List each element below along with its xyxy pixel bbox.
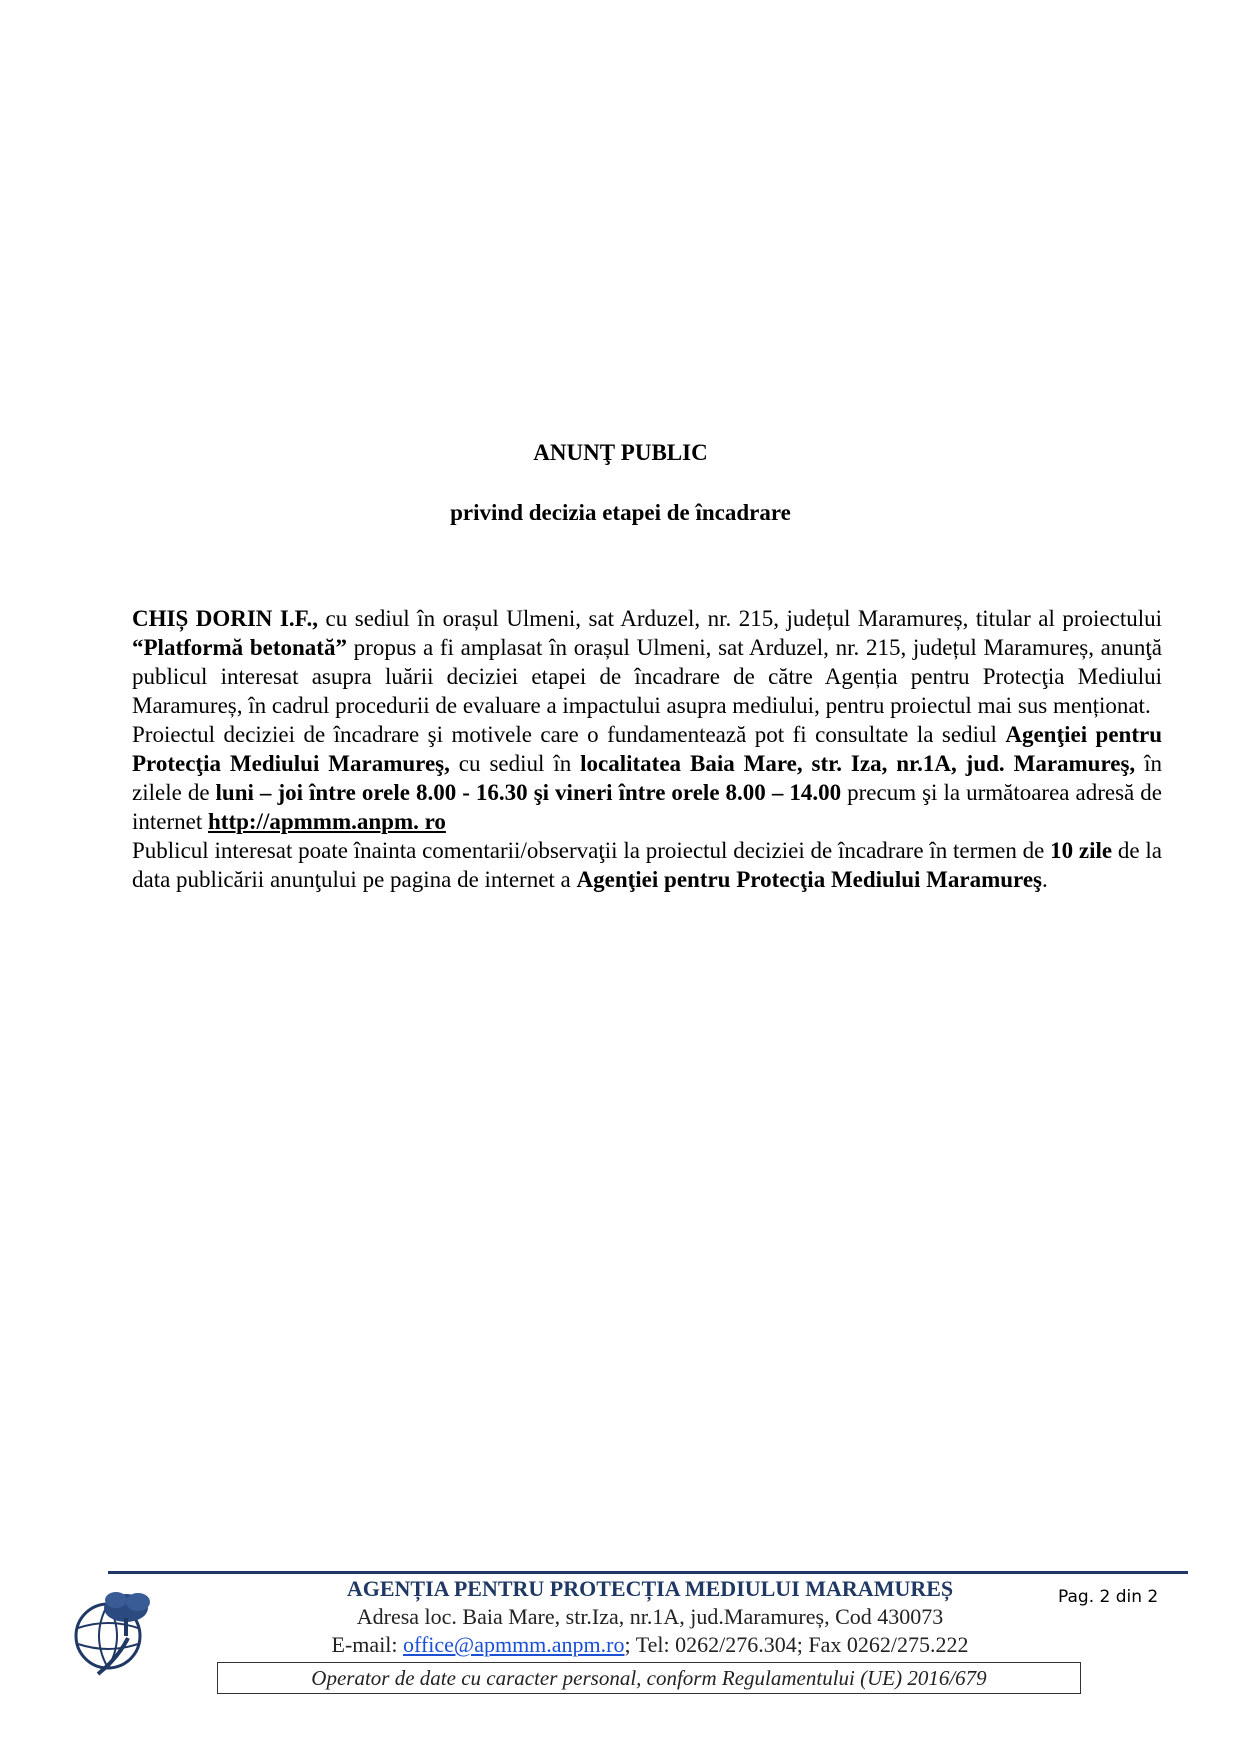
paragraph-3-text-b: de la data publicării anunţului pe pagina de internet a	[132, 838, 1162, 892]
email-link[interactable]: office@apmmm.anpm.ro	[403, 1632, 625, 1657]
paragraph-3-text-c: .	[1041, 867, 1048, 892]
paragraph-2-text-d: precum şi la următoarea adresă de internet	[132, 780, 1162, 834]
footer-address: Adresa loc. Baia Mare, str.Iza, nr.1A, jud.Maramureș, Cod 430073	[356, 1604, 944, 1629]
page-number: Pag. 2 din 2	[1058, 1587, 1159, 1607]
paragraph-3-text-a: Publicul interesat poate înainta comentarii/observaţii la proiectul deciziei de încadrare în termen de	[132, 838, 1051, 863]
website-link[interactable]: http://apmmm.anpm. ro	[208, 809, 446, 834]
footer-contact	[220, 1632, 1080, 1658]
paragraph-1-text-a: cu sediul în orașul Ulmeni, sat Arduzel, nr. 215, județul Maramureș, titular al proiectului	[318, 606, 1162, 631]
paragraph-1	[132, 604, 1162, 720]
project-name: “Platformă betonată”	[132, 635, 347, 660]
page-subtitle: privind decizia etapei de încadrare	[450, 500, 791, 525]
paragraph-2	[132, 720, 1162, 836]
agency-name: Agenţiei pentru Protecţia Mediului Maramureş,	[132, 722, 1163, 776]
email-label: E-mail:	[331, 1632, 404, 1657]
paragraph-2-text-b: cu sediul în	[449, 751, 581, 776]
footer-divider	[108, 1571, 1188, 1574]
data-operator-note: Operator de date cu caracter personal, conform Regulamentului (UE) 2016/679	[217, 1662, 1081, 1694]
opening-hours: luni – joi între orele 8.00 - 16.30 şi vineri între orele 8.00 – 14.00	[215, 780, 842, 805]
announcement-body	[132, 604, 1162, 894]
footer-agency-name: AGENȚIA PENTRU PROTECȚIA MEDIULUI MARAMUREȘ	[346, 1576, 954, 1601]
paragraph-2-text-a: Proiectul deciziei de încadrare şi motivele care o fundamentează pot fi consultate la sediul	[132, 722, 1006, 747]
comment-deadline: 10 zile	[1050, 838, 1113, 863]
paragraph-2-text-c: în zilele de	[132, 751, 1163, 805]
contact-details: ; Tel: 0262/276.304; Fax 0262/275.222	[624, 1632, 969, 1657]
company-name: CHIȘ DORIN I.F.,	[132, 606, 319, 631]
paragraph-3	[132, 836, 1162, 894]
agency-name-2: Agenţiei pentru Protecţia Mediului Maramureş	[576, 867, 1042, 892]
globe-tree-logo-icon	[68, 1578, 160, 1678]
page-title: ANUNŢ PUBLIC	[533, 440, 708, 465]
paragraph-1-text-b: propus a fi amplasat în orașul Ulmeni, sat Arduzel, nr. 215, județul Maramureș, anunţă publicul interesat asupra luării deciziei etapei de încadrare de către Agenția pentru Protecţia Mediului Maramureș, în cadrul procedurii de evaluare a impactului asupra mediului, pentru proiectul mai sus menționat.	[132, 635, 1162, 718]
agency-address: localitatea Baia Mare, str. Iza, nr.1A, jud. Maramureş,	[580, 751, 1136, 776]
